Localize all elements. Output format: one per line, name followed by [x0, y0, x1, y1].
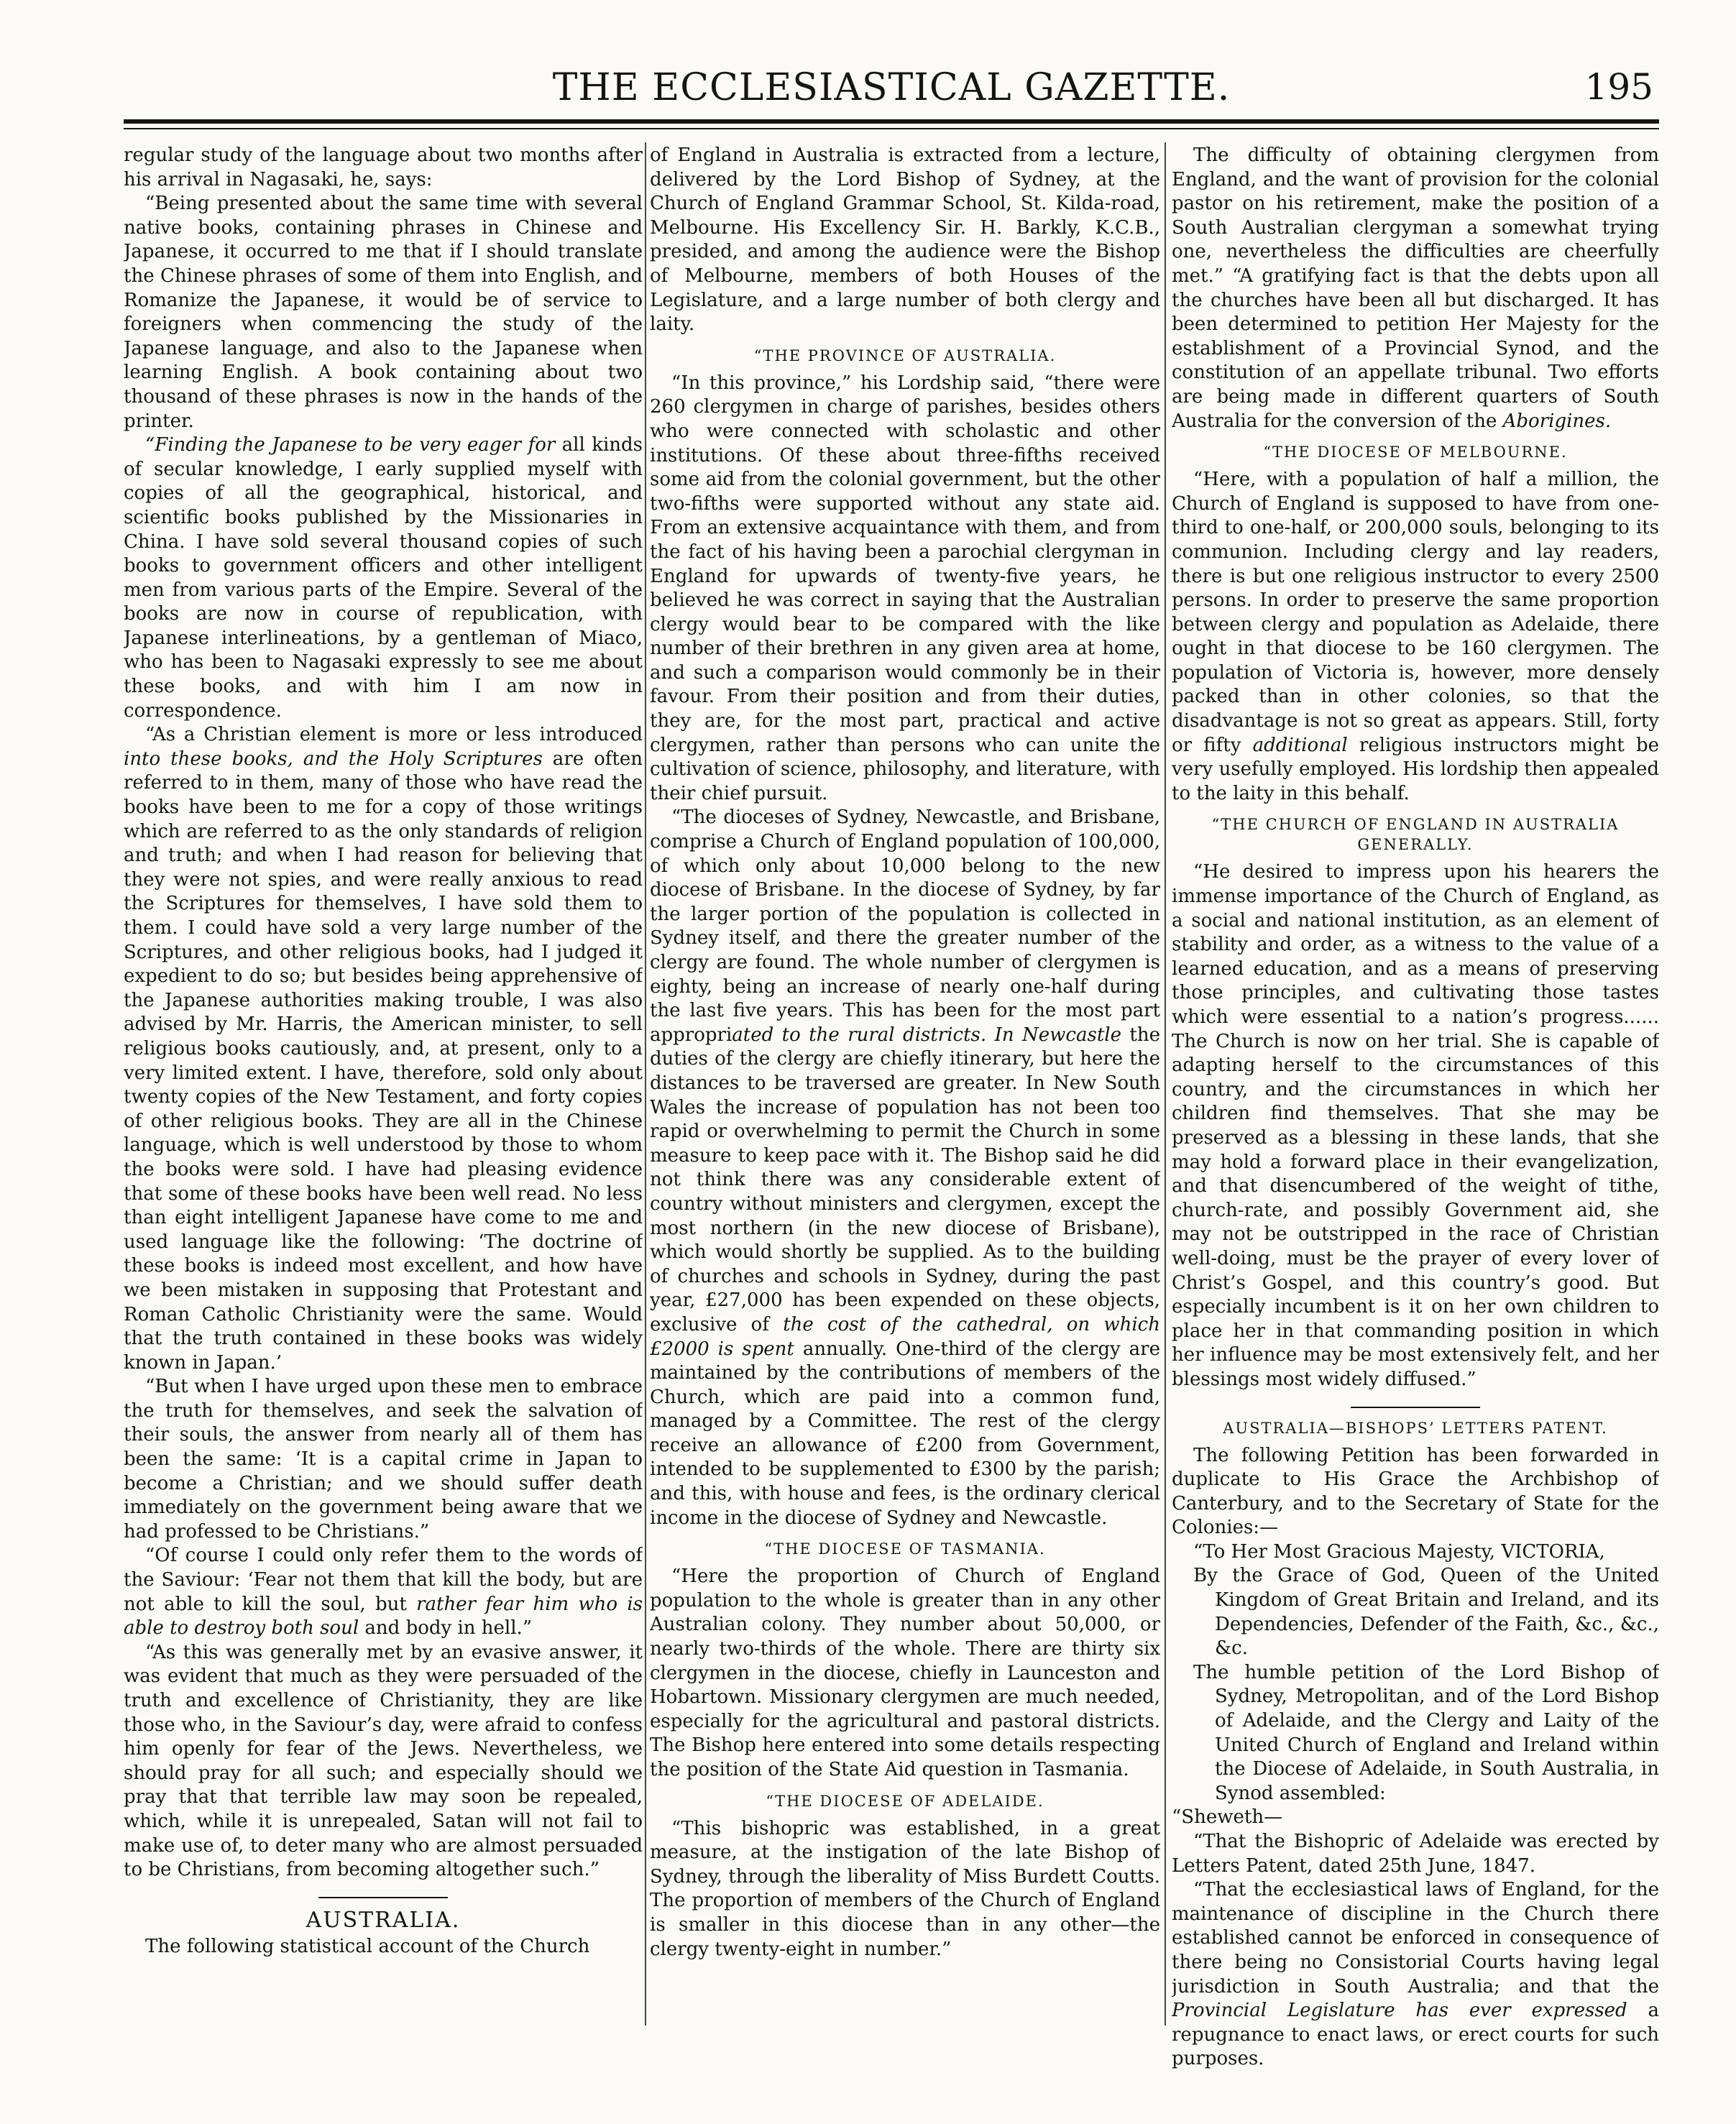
- paragraph: [124, 433, 643, 723]
- page-number: 195: [1584, 66, 1653, 108]
- paragraph: The following statistical account of the Church: [145, 1936, 590, 1958]
- column-divider-1: [645, 142, 646, 2026]
- italic-text: into these books, and the Holy Scriptures: [124, 748, 543, 770]
- italic-text: additional: [1252, 734, 1348, 756]
- paragraph: of England in Australia is extracted from a lecture, delivered by the Lord Bishop of Sydney, at the Church of England Grammar School, St. Kilda-road, Melbourne. His Excellency Sir. H. Barkly, K.C.B., presided, and among the audience were the Bishop of Melbourne, members of both Houses of the Legislature, and a large number of both clergy and laity.: [650, 144, 1160, 336]
- subheading-tasmania: “THE DIOCESE OF TASMANIA.: [764, 1540, 1046, 1558]
- text-run: “That the ecclesiastical laws of England, for the maintenance of discipline in the Church there established cannot be enforced in consequence of there being no Consistorial Courts having legal jurisdiction in South Australia; and that the: [1172, 1879, 1659, 1997]
- subheading-adelaide: “THE DIOCESE OF ADELAIDE.: [766, 1792, 1044, 1810]
- text-run: religious instructors might be very usefully employed. His lordship then appealed to the laity in this behalf.: [1172, 734, 1659, 804]
- subheading-church-generally: “THE CHURCH OF ENGLAND IN AUSTRALIA GENERALLY.: [1211, 816, 1620, 854]
- paragraph: “He desired to impress upon his hearers the immense importance of the Church of England, as a social and national institution, as an element of stability and order, as a witness to the value of a learned education, and as a means of preserving those principles, and cultivating those tastes which were essential to a nation’s progress...... The Church is now on her trial. She is capable of adapting herself to the circumstances of this country, and the circumstances in which her children find themselves. That she may be preserved as a blessing in these lands, that she may hold a forward place in their evangelization, and that disencumbered of the weight of tithe, church-rate, and possibly Government aid, she may not be outstripped in the race of Christian well-doing, must be the prayer of every lover of Christ’s Gospel, and this country’s good. But especially incumbent is it on her own children to place her in that commanding position in which her influence may be most extensively felt, and her blessings most widely diffused.”: [1172, 861, 1659, 1390]
- paragraph: “But when I have urged upon these men to embrace the truth for themselves, and seek the salvation of their souls, the answer from nearly all of them has been the same: ‘It is a capital crime in Japan to become a Christian; and we should suffer death immediately on the government being aware that we had professed to be Christians.”: [124, 1376, 643, 1543]
- publication-title: THE ECCLESIASTICAL GAZETTE.: [552, 66, 1231, 109]
- italic-text: Provincial Legislature has ever expressed: [1172, 2000, 1627, 2022]
- column-1: [124, 144, 643, 2084]
- italic-text: “Finding the Japanese to be very eager for: [145, 434, 556, 456]
- paragraph: “To Her Most Gracious Majesty, VICTORIA,: [1193, 1540, 1605, 1563]
- paragraph: [1172, 144, 1659, 433]
- section-divider: [318, 1897, 448, 1898]
- paragraph: [124, 1544, 643, 1640]
- paragraph: [1172, 1878, 1659, 2072]
- text-run: the duties of the clergy are chiefly itinerary, but here the distances to be traversed are greater. In New South Wales the increase of population has not been too rapid or overwhelming to permit the Church in some measure to keep pace with it. The Bishop said he did not think there was any considerable extent of country without ministers and clergymen, except the most northern (in the new diocese of Brisbane), which would shortly be supplied. As to the building of churches and schools in Sydney, during the past year, £27,000 has been expended on these objects, exclusive of: [650, 1024, 1160, 1335]
- text-run: annually. One-third of the clergy are maintained by the contributions of members of the Church, which are paid into a common fund, managed by a Committee. The rest of the clergy receive an allowance of £200 from Government, intended to be supplemented to £300 by the parish; and this, with house and fees, is the ordinary clerical income in the diocese of Sydney and Newcastle.: [650, 1338, 1160, 1529]
- paragraph: “In this province,” his Lordship said, “there were 260 clergymen in charge of parishes, besides others who were connected with scholastic and other institutions. Of these about three-fifths received some aid from the colonial government, but the other two-fifths were supported without any state aid. From an extensive acquaintance with them, and from the fact of his having been a parochial clergyman in England for upwards of twenty-five years, he believed he was correct in saying that the Australian clergy would bear to be compared with the like number of their brethren in any given area at home, and such a comparison would commonly be in their favour. From their position and from their duties, they are, for the most part, practical and active clergymen, rather than persons who can unite the cultivation of science, philosophy, and literature, with their chief pursuit.: [650, 372, 1160, 804]
- text-run: “As a Christian element is more or less introduced: [145, 724, 643, 746]
- paragraph: The humble petition of the Lord Bishop of Sydney, Metropolitan, and of the Lord Bishop of Adelaide, and the Clergy and Laity of the United Church of England and Ireland within the Diocese of Adelaide, in South Australia, in Synod assembled:: [1193, 1661, 1659, 1804]
- italic-text: Aborigines.: [1502, 410, 1612, 432]
- italic-text: the cost of the cathedral, on which £2000 is spent: [650, 1313, 1160, 1360]
- text-run: “Here, with a population of half a million, the Church of England is supposed to have from one-third to one-half, or 200,000 souls, belonging to its communion. Including clergy and lay readers, there is but one religious instructor to every 2500 persons. In order to preserve the same proportion between clergy and population as Adelaide, there ought in that diocese to be 160 clergymen. The population of Victoria is, however, more densely packed than in other colonies, so that the disadvantage is not so great as appears. Still, forty or fifty: [1172, 469, 1659, 756]
- text-run: The difficulty of obtaining clergymen from England, and the want of provision for the colonial pastor on his retirement, make the position of a South Australian clergyman a somewhat trying one, nevertheless the difficulties are cheerfully met.” “A gratifying fact is that the debts upon all the churches have been all but discharged. It has been determined to petition Her Majesty for the establishment of a Provincial Synod, and the constitution of an appellate tribunal. Two efforts are being made in different quarters of South Australia for the conversion of the: [1172, 144, 1659, 432]
- section-heading-australia: AUSTRALIA.: [306, 1907, 461, 1933]
- text-run: all kinds of secular knowledge, I early supplied myself with copies of all the geographical, historical, and scientific books published by the Missionaries in China. I have sold several thousand copies of such books to government officers and other intelligent men from various parts of the Empire. Several of the books are now in course of republication, with Japanese interlineations, by a gentleman of Miaco, who has been to Nagasaki expressly to see me about these books, and with him I am now in correspondence.: [124, 434, 643, 722]
- paragraph: “Here the proportion of Church of England population to the whole is greater than in any other Australian colony. They number about 50,000, or nearly two-thirds of the whole. There are thirty six clergymen in the diocese, chiefly in Launceston and Hobartown. Missionary clergymen are much needed, especially for the agricultural and pastoral districts. The Bishop here entered into some details respecting the position of the State Aid question in Tasmania.: [650, 1566, 1160, 1780]
- header-rule-thin: [124, 128, 1659, 129]
- paragraph: “Sheweth—: [1172, 1806, 1283, 1829]
- paragraph: “Being presented about the same time with several native books, containing phrases in Chinese and Japanese, it occurred to me that if I should translate the Chinese phrases of some of them into English, and Romanize the Japanese, it would be of service to foreigners when commencing the study of the Japanese language, and also to the Japanese when learning English. A book containing about two thousand of these phrases is now in the hands of the printer.: [124, 193, 643, 432]
- paragraph: The following Petition has been forwarded in duplicate to His Grace the Archbishop of Canterbury, and to the Secretary of State for the Colonies:—: [1172, 1444, 1659, 1539]
- paragraph: “That the Bishopric of Adelaide was erected by Letters Patent, dated 25th June, 1847.: [1172, 1831, 1659, 1877]
- paragraph: regular study of the language about two months after his arrival in Nagasaki, he, says:: [124, 144, 643, 190]
- paragraph: “This bishopric was established, in a great measure, at the instigation of the late Bishop of Sydney, through the liberality of Miss Burdett Coutts. The proportion of members of the Church of England is smaller in this diocese than in any other—the clergy twenty-eight in number.”: [650, 1817, 1160, 1960]
- paragraph: [124, 723, 643, 1375]
- subheading-letters-patent: AUSTRALIA—BISHOPS’ LETTERS PATENT.: [1223, 1419, 1608, 1437]
- text-run: and body in hell.”: [359, 1617, 533, 1640]
- paragraph: [1172, 468, 1659, 806]
- italic-text: rather fear him who is able to destroy both soul: [124, 1593, 643, 1640]
- column-3: [1172, 144, 1659, 2084]
- header-rule-thick: [124, 119, 1659, 124]
- subheading-province: “THE PROVINCE OF AUSTRALIA.: [753, 346, 1057, 364]
- paragraph: “As this was generally met by an evasive answer, it was evident that much as they were persuaded of the truth and excellence of Christianity, they are like those who, in the Saviour’s day, were afraid to confess him openly for fear of the Jews. Nevertheless, we should pray for all such; and especially should we pray that that terrible law may soon be repealed, which, while it is unrepealed, Satan will not fail to make use of, to deter many who are almost persuaded to be Christians, from becoming altogether such.”: [124, 1641, 643, 1881]
- paragraph: [650, 806, 1160, 1530]
- italic-text: ated to the rural districts. In Newcastle: [732, 1024, 1121, 1046]
- subheading-melbourne: “THE DIOCESE OF MELBOURNE.: [1263, 443, 1568, 461]
- text-run: a repugnance to enact laws, or erect courts for such purposes.: [1172, 2000, 1659, 2070]
- column-divider-2: [1165, 142, 1166, 2026]
- column-2: [650, 144, 1160, 2084]
- section-divider: [1351, 1407, 1480, 1408]
- text-run: “Of course I could only refer them to the words of the Saviour: ‘Fear not them that kill the body, but are not able to kill the soul, but: [124, 1545, 643, 1615]
- text-run: “The dioceses of Sydney, Newcastle, and Brisbane, comprise a Church of England population of 100,000, of which only about 10,000 belong to the new diocese of Brisbane. In the diocese of Sydney, by far the larger portion of the population is collected in Sydney itself, and there the greater number of the clergy are found. The whole number of clergymen is eighty, being an increase of nearly one-half during the last five years. This has been for the most part appropri: [650, 806, 1160, 1046]
- text-run: are often referred to in them, many of those who have read the books have been to me for a copy of those writings which are referred to as the only standards of religion and truth; and when I had reason for believing that they were not spies, and were really anxious to read the Scriptures for themselves, I have sold them to them. I could have sold a very large number of the Scriptures, and other religious books, had I judged it expedient to do so; but besides being apprehensive of the Japanese authorities making trouble, I was also advised by Mr. Harris, the American minister, to sell religious books cautiously, and, at present, only to a very limited extent. I have, therefore, sold only about twenty copies of the New Testament, and forty copies of other religious books. They are all in the Chinese language, which is well understood by those to whom the books were sold. I have had pleasing evidence that some of these books have been well read. No less than eight intelligent Japanese have come to me and used language like the following: ‘The doctrine of these books is indeed most excellent, and how have we been mistaken in supposing that Protestant and Roman Catholic Christianity were the same. Would that the truth contained in these books was widely known in Japan.’: [124, 748, 643, 1374]
- masthead: [124, 63, 1659, 116]
- paragraph: By the Grace of God, Queen of the United Kingdom of Great Britain and Ireland, and its Dependencies, Defender of the Faith, &c., &c., &c.: [1193, 1565, 1659, 1660]
